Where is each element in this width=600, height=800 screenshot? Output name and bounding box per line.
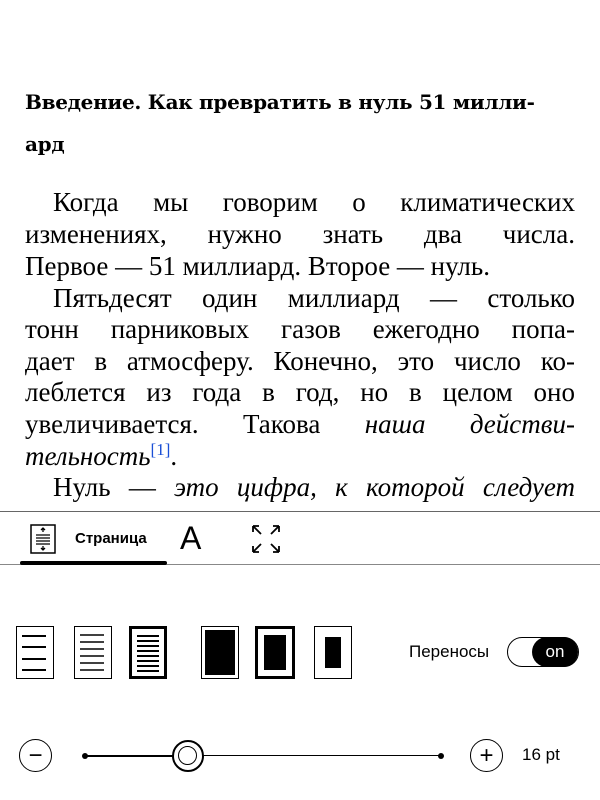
- line-spacing-medium-button[interactable]: [74, 626, 112, 679]
- italic-text: это цифра, к которой следует: [174, 472, 575, 502]
- margin-medium-button[interactable]: [255, 626, 295, 679]
- medium-spacing-icon: [75, 627, 109, 676]
- decrease-font-button[interactable]: −: [19, 739, 52, 772]
- font-size-slider[interactable]: [82, 740, 444, 772]
- wide-spacing-icon: [17, 627, 51, 676]
- fullscreen-icon: [250, 523, 282, 555]
- line-spacing-wide-button[interactable]: [16, 626, 54, 679]
- tab-page-label: Страница: [75, 530, 147, 547]
- tab-bar: [0, 512, 600, 565]
- text-line: дает в атмосферу. Конечно, это число ко-: [25, 346, 575, 376]
- font-size-value: 16 pt: [522, 745, 560, 764]
- tab-font[interactable]: [180, 512, 201, 565]
- text-line: Первое — 51 миллиард. Второе — нуль.: [25, 251, 490, 281]
- margin-medium-icon: [264, 635, 286, 670]
- hyphenation-label: Переносы: [409, 642, 490, 661]
- text-line: [25, 471, 575, 503]
- text: Нуль —: [53, 472, 156, 502]
- tab-fullscreen[interactable]: [250, 512, 282, 565]
- line-spacing-narrow-button[interactable]: [129, 626, 167, 679]
- text: .: [170, 441, 178, 471]
- italic-text: наша действи-: [364, 409, 575, 439]
- font-icon: A: [180, 520, 202, 556]
- text-line: [25, 440, 575, 472]
- chapter-heading-line-1: Введение. Как превратить в нуль 51 милли-: [25, 90, 535, 114]
- italic-text: тельность: [25, 441, 151, 471]
- margin-small-button[interactable]: [201, 626, 239, 679]
- text-line: леблется из года в год, но в целом оно: [25, 377, 575, 407]
- footnote-link[interactable]: [1]: [150, 440, 171, 459]
- slider-thumb[interactable]: [172, 740, 204, 772]
- text-line: изменениях, нужно знать два числа.: [25, 219, 575, 249]
- increase-font-button[interactable]: +: [470, 739, 503, 772]
- text-line: тонн парниковых газов ежегодно попа-: [25, 314, 575, 344]
- text-line: Пятьдесят один миллиард — столько: [53, 283, 575, 313]
- page-layout-icon: [30, 524, 56, 554]
- slider-max-dot: [438, 753, 444, 759]
- tab-page[interactable]: [30, 512, 147, 565]
- margin-small-icon: [205, 630, 235, 675]
- text-line: Когда мы говорим о климатических: [53, 187, 575, 217]
- hyphenation-toggle[interactable]: [507, 637, 579, 667]
- margin-large-button[interactable]: [314, 626, 352, 679]
- toggle-knob: on: [532, 637, 578, 667]
- active-tab-indicator: [20, 561, 167, 565]
- margin-large-icon: [325, 637, 341, 668]
- narrow-spacing-icon: [132, 629, 164, 676]
- text: увеличивается. Такова: [25, 409, 321, 439]
- chapter-heading-line-2: ард: [25, 132, 65, 156]
- text-line: [25, 408, 575, 440]
- slider-min-dot: [82, 753, 88, 759]
